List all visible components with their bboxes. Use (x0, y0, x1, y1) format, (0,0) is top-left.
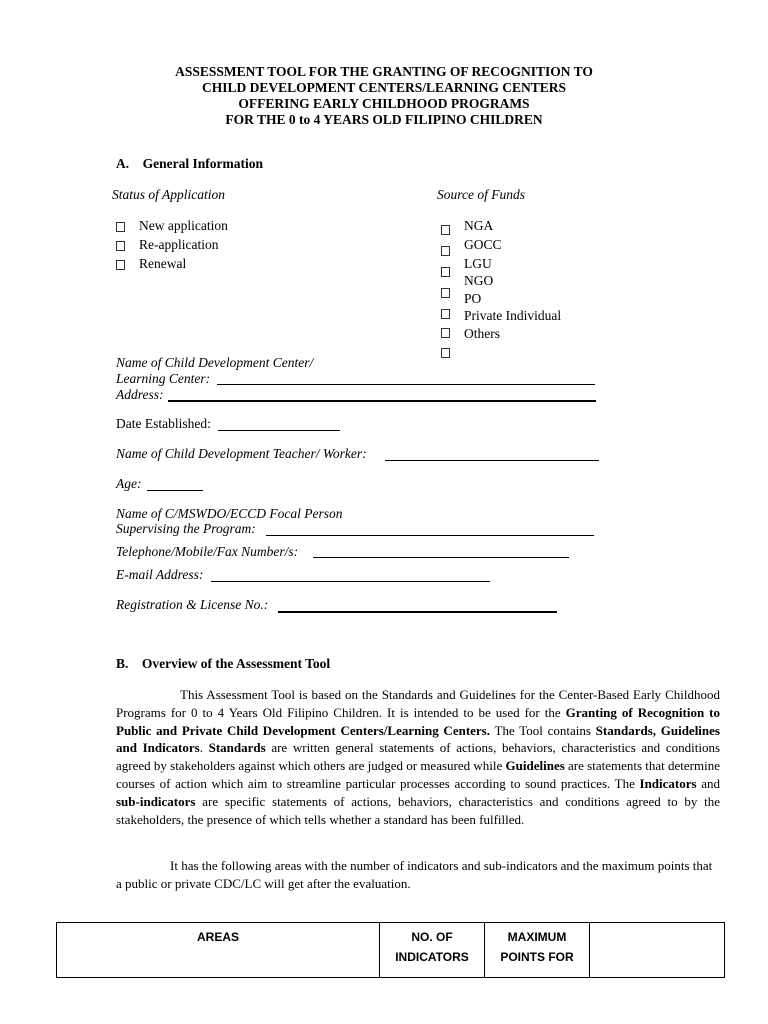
funds-checkbox-3[interactable] (441, 267, 450, 277)
funds-checkbox-2[interactable] (441, 246, 450, 256)
re-application-label: Re-application (139, 237, 219, 252)
title-line-3: OFFERING EARLY CHILDHOOD PROGRAMS (238, 96, 530, 111)
teacher-field[interactable] (385, 460, 599, 461)
table-header-row (57, 923, 725, 978)
indicators-header (380, 923, 485, 978)
new-application-label: New application (139, 218, 228, 233)
date-established-label: Date Established: (116, 416, 211, 431)
telephone-label: Telephone/Mobile/Fax Number/s: (116, 544, 299, 559)
funds-gocc-label: GOCC (464, 237, 502, 252)
areas-table (56, 922, 725, 978)
funds-nga-label: NGA (464, 218, 494, 233)
max-points-header-line2: POINTS FOR (500, 950, 574, 964)
funds-checkbox-4[interactable] (441, 288, 450, 298)
address-field[interactable] (168, 400, 596, 402)
renewal-checkbox[interactable] (116, 260, 125, 270)
center-name-label-line2: Learning Center: (116, 371, 211, 386)
funds-ngo-label: NGO (464, 273, 494, 288)
email-label: E-mail Address: (116, 567, 204, 582)
status-of-application-label: Status of Application (112, 187, 226, 202)
max-points-header (485, 923, 590, 978)
registration-label: Registration & License No.: (116, 597, 269, 612)
funds-po-label: PO (464, 291, 482, 306)
new-application-checkbox[interactable] (116, 222, 125, 232)
funds-checkbox-7[interactable] (441, 348, 450, 358)
center-name-field[interactable] (217, 384, 595, 385)
funds-checkbox-6[interactable] (441, 328, 450, 338)
funds-private-individual-label: Private Individual (464, 308, 562, 323)
funds-others-label: Others (464, 326, 500, 341)
date-established-field[interactable] (218, 430, 340, 431)
age-label: Age: (116, 476, 142, 491)
funds-checkbox-5[interactable] (441, 309, 450, 319)
section-b-heading: B. Overview of the Assessment Tool (116, 656, 331, 671)
registration-field[interactable] (278, 611, 557, 613)
age-field[interactable] (147, 490, 203, 491)
funds-lgu-label: LGU (464, 256, 492, 271)
funds-checkbox-1[interactable] (441, 225, 450, 235)
source-of-funds-label: Source of Funds (437, 187, 525, 202)
title-line-1: ASSESSMENT TOOL FOR THE GRANTING OF RECOGNITION TO (175, 64, 593, 79)
overview-paragraph: This Assessment Tool is based on the Standards and Guidelines for the Center-Based Early Childhood Programs for 0 to 4 Years Old Filipino Children. It is intended to be used for the Granting of Recognition to Public and Private Child Development Centers/Learning Centers. The Tool contains Standards, Guidelines and Indicators. Standards are written general statements of actions, behaviors, characteristics and conditions agreed by stakeholders against which others are judged or measured while Guidelines are statements that determine courses of action which aim to streamline particular processes according to sound practices. The Indicators and sub-indicators are specific statements of actions, behaviors, characteristics and conditions agreed to by the stakeholders, the presence of which tells whether a standard has been fulfilled. (116, 687, 720, 827)
indicators-header-line1: NO. OF (411, 930, 453, 944)
telephone-field[interactable] (313, 557, 569, 558)
areas-intro-paragraph: It has the following areas with the number of indicators and sub-indicators and the maximum points that a public or private CDC/LC will get after the evaluation. (116, 858, 713, 891)
focal-person-field[interactable] (266, 535, 594, 536)
areas-header: AREAS (57, 923, 380, 978)
address-label: Address: (116, 387, 164, 402)
center-name-label-line1: Name of Child Development Center/ (116, 355, 314, 370)
re-application-checkbox[interactable] (116, 241, 125, 251)
renewal-label: Renewal (139, 256, 187, 271)
title-line-2: CHILD DEVELOPMENT CENTERS/LEARNING CENTERS (202, 80, 566, 95)
section-a-heading: A. General Information (116, 156, 263, 171)
email-field[interactable] (211, 581, 490, 582)
teacher-label: Name of Child Development Teacher/ Worker: (116, 446, 367, 461)
max-points-header-line1: MAXIMUM (507, 930, 567, 944)
blank-header (590, 923, 725, 978)
indicators-header-line2: INDICATORS (395, 950, 469, 964)
focal-person-label-line1: Name of C/MSWDO/ECCD Focal Person (116, 506, 343, 521)
title-line-4: FOR THE 0 to 4 YEARS OLD FILIPINO CHILDREN (225, 112, 543, 127)
focal-person-label-line2: Supervising the Program: (116, 521, 256, 536)
